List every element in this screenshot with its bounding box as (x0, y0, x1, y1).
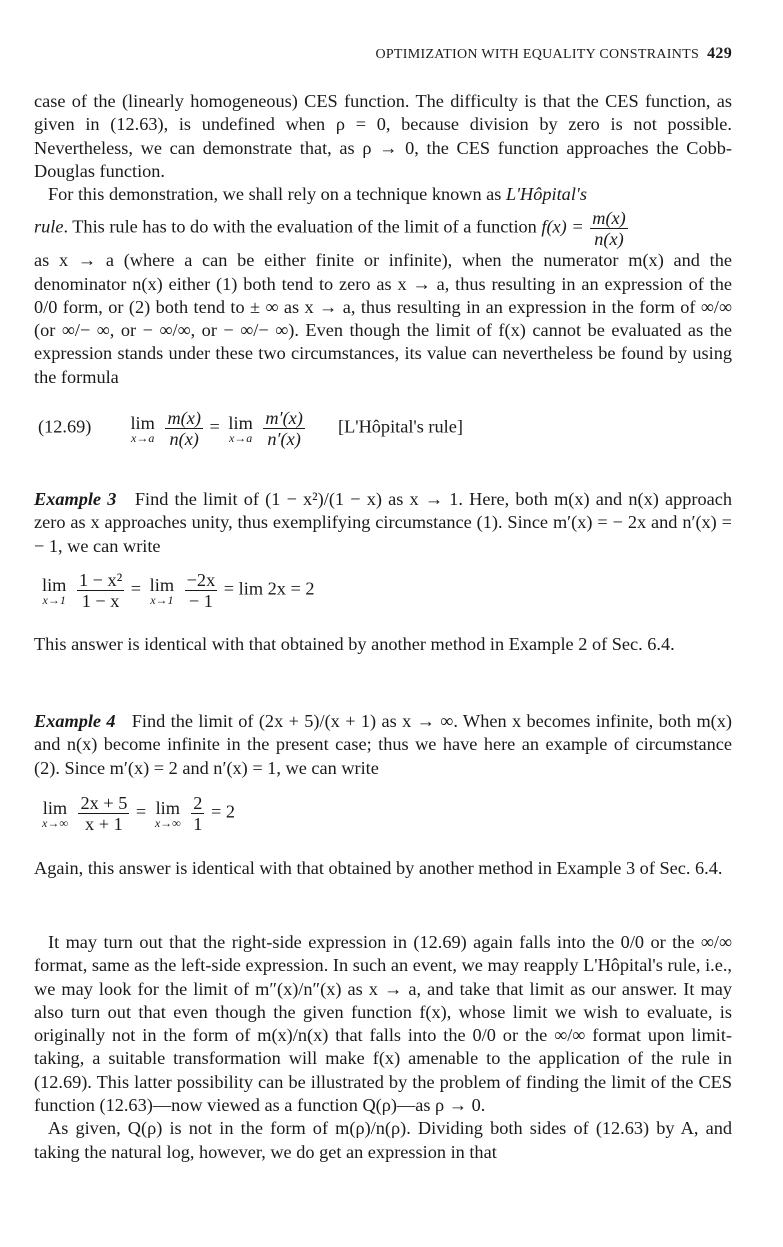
equation-12-69 (38, 408, 463, 449)
example-label: Example 4 (34, 711, 116, 731)
paragraph-text: Again, this answer is identical with that obtained by another method in Example 3 of Sec. 6.4. (34, 858, 723, 878)
paragraph-line (34, 183, 732, 206)
limit-operator: lim x→a (228, 412, 253, 445)
emphasis-term: rule (34, 217, 64, 237)
fraction: $\frac{2}{1}$ (193, 793, 203, 834)
text-run: . This rule has to do with the evaluation of the limit of a function (63, 217, 542, 237)
example-body: Find the limit of (2x + 5)/(x + 1) as x → ∞. When x becomes infinite, both m(x) and n(x) become infinite in the present case; thus we have here an example of circumstance (2). Since m′(x) = 2 and n′(x) = 1, we can write (34, 711, 732, 778)
fraction (590, 208, 628, 249)
equation-note: [L'Hôpital's rule] (338, 416, 463, 437)
running-title: OPTIMIZATION WITH EQUALITY CONSTRAINTS (375, 47, 700, 62)
example-3-equation (38, 570, 315, 611)
example-3 (34, 488, 732, 558)
paragraph-line (34, 208, 732, 249)
paragraph-text: as x → a (where a can be either finite or infinite), when the numerator m(x) and the denominator n(x) either (1) both tend to zero as x → a, thus resulting in an expression of the 0/0 form, or (2) both tend to ± ∞ as x → a, thus resulting in an expression in the form of ∞/∞ (or ∞/− ∞, or − ∞/∞, or − ∞/− ∞). Even though the limit of f(x) cannot be evaluated as the expression stands under these two circumstances, its value can nevertheless be found by using the formula (34, 250, 732, 387)
page-number: 429 (707, 45, 732, 62)
example-label: Example 3 (34, 489, 117, 509)
limit-operator: lim x→∞ (42, 797, 68, 830)
fraction: $\frac{2x + 5}{x + 1}$ (80, 793, 128, 834)
equals-sign: = (130, 578, 142, 599)
emphasis-term: L'Hôpital's (505, 184, 587, 204)
paragraph-reapply (34, 931, 732, 1164)
fraction: $\frac{-2x}{- 1}$ (186, 570, 216, 611)
limit-operator: lim x→∞ (154, 797, 181, 830)
example-4-equation (38, 793, 235, 834)
limit-operator: lim x→1 (149, 574, 175, 607)
paragraph-text: This answer is identical with that obtained by another method in Example 2 of Sec. 6.4. (34, 634, 675, 654)
fraction-numerator: m(x) (592, 208, 626, 229)
paragraph-ces-intro (34, 90, 732, 183)
limit-operator: lim x→a (130, 412, 155, 445)
fraction: $\frac{m'(x)}{n'(x)}$ (265, 408, 303, 449)
example-4 (34, 710, 732, 780)
paragraph-text: case of the (linearly homogeneous) CES function. The difficulty is that the CES function, as given in (12.63), is undefined when ρ = 0, because division by zero is not possible. Nevertheless, we can demonstrate that, as ρ → 0, the CES function approaches the Cobb-Douglas function. (34, 91, 732, 181)
example-body: Find the limit of (1 − x²)/(1 − x) as x → 1. Here, both m(x) and n(x) approach zero as x approaches unity, thus exemplifying circumstance (1). Since m′(x) = − 2x and n′(x) = − 1, we can write (34, 489, 732, 556)
equation-tail: = 2 (211, 801, 236, 822)
limit-operator: lim x→1 (42, 574, 67, 607)
example-3-conclusion (34, 633, 732, 656)
example-4-text (34, 710, 732, 780)
fraction: $\frac{m(x)}{n(x)}$ (167, 408, 201, 449)
paragraph-text: As given, Q(ρ) is not in the form of m(ρ)/n(ρ). Dividing both sides of (12.63) by A, and taking the natural log, however, we do get an expression in that (34, 1118, 732, 1162)
example-4-conclusion (34, 857, 732, 880)
equals-sign: = (209, 416, 220, 437)
equation-label: (12.69) (38, 416, 92, 437)
text-run: For this demonstration, we shall rely on a technique known as (48, 184, 506, 204)
paragraph-text: It may turn out that the right-side expression in (12.69) again falls into the 0/0 or the ∞/∞ format, same as the left-side expression. In such an event, we may reapply L'Hôpital's rule, i.e., we may look for the limit of m″(x)/n″(x) as x → a, and take that limit as our answer. It may also turn out that even though the given function f(x), whose limit we wish to evaluate, is originally not in the form of m(x)/n(x) that falls into the 0/0 or the ∞/∞ format upon limit-taking, a suitable transformation will make f(x) amenable to the application of the rule in (12.69). This latter possibility can be illustrated by the problem of finding the limit of the CES function (12.63)—now viewed as a function Q(ρ)—as ρ → 0. (34, 932, 732, 1116)
function-expr: f(x) = (541, 217, 584, 237)
equals-sign: = (135, 801, 147, 822)
equation-tail: = lim 2x = 2 (223, 578, 315, 599)
paragraph-lhopital-intro (34, 183, 732, 389)
running-header (375, 45, 732, 63)
example-3-text (34, 488, 732, 558)
fraction-denominator: n(x) (594, 229, 624, 250)
fraction: $\frac{\text{1 − x²}}{1 - x}$ (78, 570, 123, 611)
